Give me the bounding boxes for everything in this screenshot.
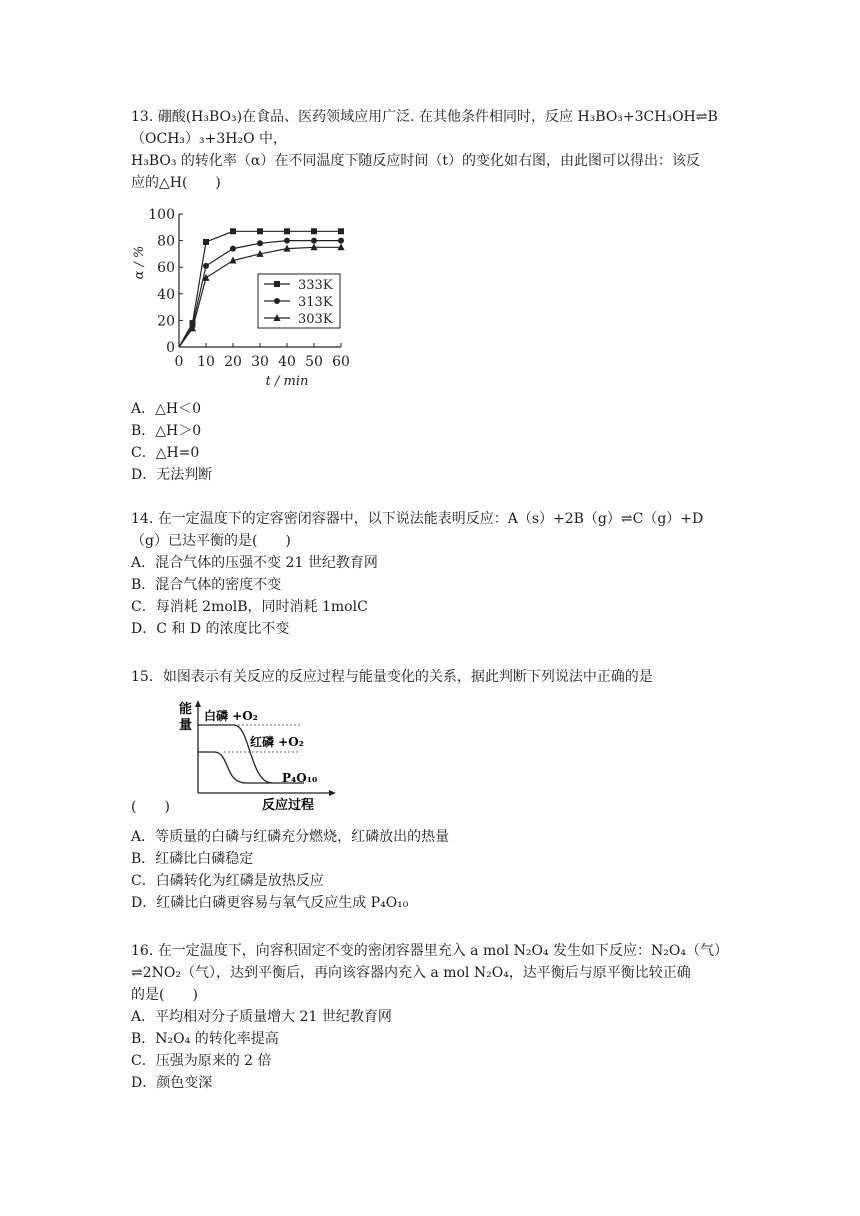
q16-option-b[interactable]: B．N₂O₄ 的转化率提高 <box>131 1031 279 1047</box>
chart-point-333K <box>230 228 236 234</box>
question-13 <box>131 106 731 194</box>
chart-legend-label: 333K <box>298 278 333 293</box>
chart-legend-label: 303K <box>298 312 333 327</box>
q16-stem-line-2: ⇌2NO₂（气），达到平衡后，再向该容器内充入 a mol N₂O₄，达平衡后与原平衡比较正确 <box>131 965 691 981</box>
chart-x-tick-label: 30 <box>251 354 269 370</box>
chart-x-tick-label: 50 <box>305 354 323 370</box>
chart-y-tick-label: 40 <box>157 286 175 303</box>
q13-stem-line-1: 13. 硼酸(H₃BO₃)在食品、医药领域应用广泛. 在其他条件相同时，反应 H₃BO₃+3CH₃OH⇌B <box>131 109 718 125</box>
conversion-rate-chart <box>131 198 361 394</box>
chart-point-313K <box>284 238 290 244</box>
q13-option-d[interactable]: D．无法判断 <box>131 467 213 483</box>
chart-y-tick-label: 60 <box>157 260 175 277</box>
q13-stem-line-3: H₃BO₃ 的转化率（α）在不同温度下随反应时间（t）的变化如右图，由此图可以得出：该反 <box>131 153 700 169</box>
chart-point-333K <box>338 228 344 234</box>
q13-stem-line-4: 应的△H( ) <box>131 175 221 191</box>
energy-ylabel-top: 能 <box>179 702 193 717</box>
chart-x-tick-label: 10 <box>197 354 215 370</box>
q14-option-c[interactable]: C．每消耗 2molB，同时消耗 1molC <box>131 599 368 615</box>
chart-legend-label: 313K <box>298 295 333 310</box>
q15-option-c[interactable]: C．白磷转化为红磷是放热反应 <box>131 873 324 889</box>
q16-stem-line-3: 的是( ) <box>131 987 198 1003</box>
chart-point-313K <box>203 263 209 269</box>
q13-stem-line-2: （OCH₃）₃+3H₂O 中， <box>131 131 288 147</box>
chart-point-313K <box>338 238 344 244</box>
q15-stem-line-1: 15．如图表示有关反应的反应过程与能量变化的关系，据此判断下列说法中正确的是 <box>131 669 653 685</box>
q15-option-a[interactable]: A．等质量的白磷与红磷充分燃烧，红磷放出的热量 <box>131 829 450 845</box>
question-14 <box>131 508 731 640</box>
chart-point-333K <box>284 228 290 234</box>
chart-legend <box>258 274 340 328</box>
q14-option-a[interactable]: A．混合气体的压强不变 21 世纪教育网 <box>131 555 378 571</box>
q14-option-d[interactable]: D．C 和 D 的浓度比不变 <box>131 621 290 637</box>
question-15 <box>131 666 731 688</box>
q13-option-c[interactable]: C．△H=0 <box>131 445 200 461</box>
q15-options <box>131 826 731 914</box>
q14-stem-line-2: （g）已达平衡的是( ) <box>131 533 291 549</box>
q15-answer-area <box>131 796 731 818</box>
chart-point-313K <box>257 240 263 246</box>
chart-y-tick-label: 0 <box>166 340 175 356</box>
q13-option-b[interactable]: B．△H＞0 <box>131 423 202 439</box>
chart-point-333K <box>311 228 317 234</box>
chart-y-tick-label: 20 <box>157 313 175 330</box>
chart-point-313K <box>311 238 317 244</box>
chart-point-333K <box>257 228 263 234</box>
q15-option-d[interactable]: D．红磷比白磷更容易与氧气反应生成 P₄O₁₀ <box>131 895 409 911</box>
chart-point-313K <box>230 246 236 252</box>
energy-axis-y-arrow <box>195 700 201 707</box>
q15-option-b[interactable]: B．红磷比白磷稳定 <box>131 851 254 867</box>
chart-y-tick-label: 80 <box>157 233 175 250</box>
energy-ylabel-bottom: 量 <box>179 718 193 733</box>
energy-label-white-phosphorus: 白磷 +O₂ <box>204 709 258 723</box>
q16-option-d[interactable]: D．颜色变深 <box>131 1075 213 1091</box>
q16-stem-line-1: 16. 在一定温度下，向容积固定不变的密闭容器里充入 a mol N₂O₄ 发生如下反应：N₂O₄（气） <box>131 943 728 959</box>
chart-x-axis-label: t / min <box>265 374 309 389</box>
q13-options <box>131 398 731 486</box>
chart-x-tick-label: 0 <box>174 354 184 370</box>
energy-curve-red-phosphorus <box>198 752 272 783</box>
question-16 <box>131 940 731 1094</box>
q16-option-c[interactable]: C．压强为原来的 2 倍 <box>131 1053 272 1069</box>
energy-label-red-phosphorus: 红磷 +O₂ <box>250 735 304 749</box>
chart-x-tick-label: 20 <box>224 354 242 370</box>
chart-legend-marker-333K <box>274 281 280 287</box>
q16-option-a[interactable]: A．平均相对分子质量增大 21 世纪教育网 <box>131 1009 392 1025</box>
chart-x-tick-label: 60 <box>332 354 350 370</box>
chart-x-tick-label: 40 <box>278 354 296 370</box>
chart-legend-marker-313K <box>274 298 280 304</box>
q14-stem-line-1: 14. 在一定温度下的定容密闭容器中，以下说法能表明反应：A（s）+2B（g）⇌C（g）+D <box>131 511 704 527</box>
chart-y-tick-label: 100 <box>148 207 175 223</box>
energy-label-product: P₄O₁₀ <box>282 771 318 785</box>
chart-point-333K <box>203 239 209 245</box>
chart-y-axis-label: α / % <box>132 245 147 280</box>
q15-blank: ( ) <box>131 799 170 815</box>
q14-option-b[interactable]: B．混合气体的密度不变 <box>131 577 282 593</box>
q13-option-a[interactable]: A．△H＜0 <box>131 401 201 417</box>
energy-xlabel: 反应过程 <box>262 798 315 813</box>
